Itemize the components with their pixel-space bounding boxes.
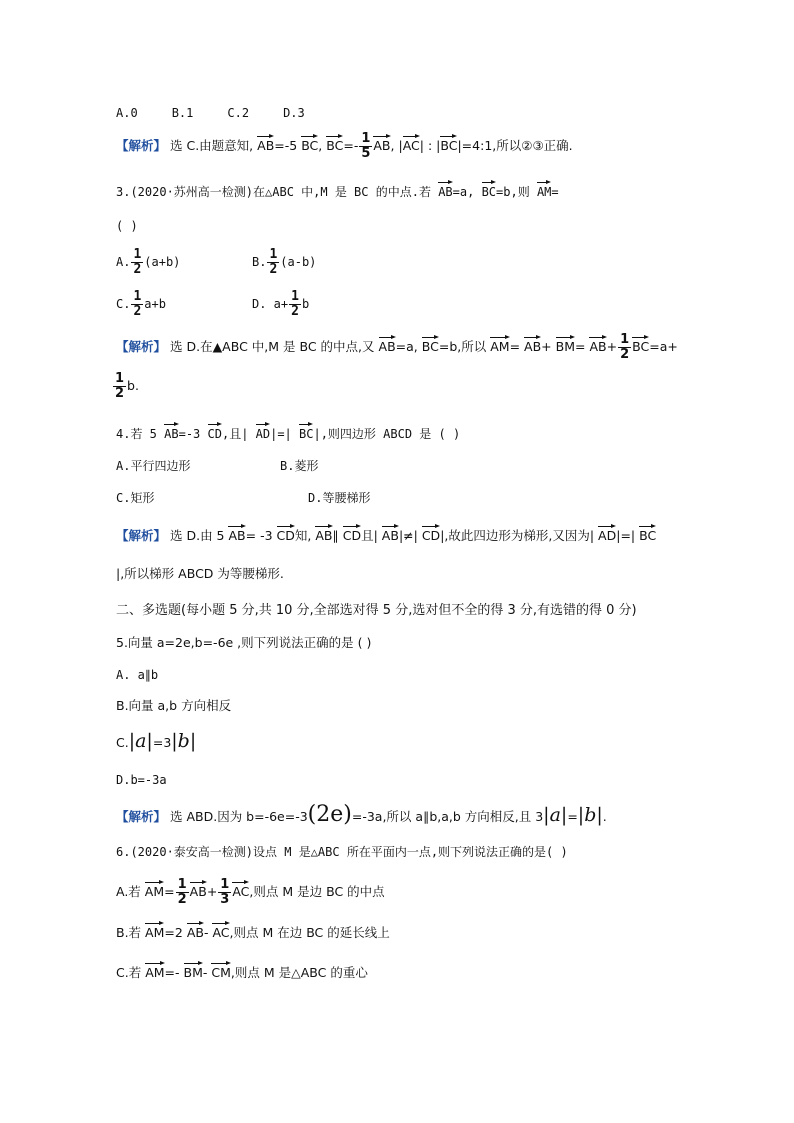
vector-bc: BC (301, 134, 318, 152)
q6-stem: 6.(2020·泰安高一检测)设点 M 是△ABC 所在平面内一点,则下列说法正确的是( ) (116, 845, 568, 859)
q5-option-c (116, 732, 196, 752)
option-label: C. (116, 297, 131, 311)
parallel-symbol: ∥ (332, 528, 339, 543)
fraction-numerator: 1 (361, 131, 371, 146)
vector-ab: AB (187, 921, 204, 939)
equation-text: ,且| (221, 427, 249, 441)
solution-text: 且| (361, 528, 378, 543)
option-text: ,则点 M 在边 BC 的延长线上 (229, 925, 390, 940)
vector-ab: AB (382, 524, 399, 542)
q2-option-c: C.2 (227, 106, 250, 120)
vector-bc: BC (639, 524, 656, 542)
equation-text: = (164, 884, 175, 899)
fraction-numerator: 1 (620, 332, 630, 347)
solution-text: |,故此四边形为梯形,又因为| (440, 528, 595, 543)
equation-text: = (551, 185, 559, 199)
q2-option-a: A.0 (116, 106, 138, 120)
solution-text: 选 C.由题意知, (170, 138, 254, 153)
vector-ac: AC (232, 880, 249, 898)
equation-text: = (575, 339, 586, 354)
q3-solution-cont (112, 372, 139, 401)
vector-cd: CD (208, 422, 222, 440)
solution-text: 知, (294, 528, 312, 543)
vector-ab: AB (438, 180, 452, 198)
q4-solution-cont: |,所以梯形 ABCD 为等腰梯形. (116, 566, 284, 581)
equation-text: + (206, 884, 218, 899)
q4-option-b: B.菱形 (280, 459, 319, 473)
vector-am: AM (490, 335, 509, 353)
answer-paren: ( ) (116, 219, 138, 233)
vector-ab: AB (228, 524, 245, 542)
vector-ab: AB (524, 335, 541, 353)
option-text: ,则点 M 是边 BC 的中点 (249, 884, 385, 899)
vector-cd: CD (343, 524, 361, 542)
equation-text: =-3 (178, 427, 201, 441)
abs-b: |b| (171, 730, 197, 752)
equation-text: =b,则 (496, 185, 530, 199)
vector-cd: CD (277, 524, 295, 542)
equation-text: - (203, 925, 209, 940)
q5-option-d: D.b=-3a (116, 773, 167, 787)
option-label: A.若 (116, 884, 141, 899)
vector-ab: AB (190, 880, 207, 898)
vector-ab: AB (315, 524, 332, 542)
vector-cm: CM (211, 961, 231, 979)
vector-am: AM (537, 180, 551, 198)
q2-options (116, 104, 305, 122)
fraction-numerator: 1 (291, 289, 299, 304)
fraction (267, 248, 279, 277)
fraction-denominator: 2 (269, 262, 278, 277)
option-text: ,则点 M 是△ABC 的重心 (230, 965, 368, 980)
option-text: a+b (144, 297, 166, 311)
q3-option-d (252, 290, 309, 319)
equation-text: |≠| (398, 528, 418, 543)
q4-stem (116, 422, 460, 443)
fraction (113, 372, 126, 401)
vector-ad: AD (598, 524, 616, 542)
solution-tag: 【解析】 (116, 809, 167, 824)
question-text: 4.若 5 (116, 427, 157, 441)
option-label: A. (116, 255, 131, 269)
solution-text: |=4:1,所以②③正确. (457, 138, 573, 153)
fraction-numerator: 1 (269, 247, 278, 262)
q5-option-b: B.向量 a,b 方向相反 (116, 698, 232, 713)
fraction (359, 132, 372, 161)
vector-am: AM (145, 921, 164, 939)
vector-ab: AB (379, 335, 396, 353)
fraction-denominator: 2 (115, 386, 125, 401)
fraction (131, 248, 143, 277)
vector-cd: CD (422, 524, 440, 542)
vector-bm: BM (184, 961, 203, 979)
vector-bc: BC (440, 134, 457, 152)
equation-text: =b,所以 (438, 339, 487, 354)
q5-option-a: A. a∥b (116, 668, 159, 682)
vector-bc: BC (482, 180, 496, 198)
equation-text: =3 (152, 735, 172, 750)
abs-bar: | (398, 138, 403, 153)
equation-text: = (509, 339, 521, 354)
q3-option-a (116, 248, 180, 277)
abs-bar: | (436, 138, 441, 153)
solution-tag: 【解析】 (116, 138, 167, 153)
option-label: C. (116, 735, 129, 750)
solution-tag: 【解析】 (116, 339, 167, 354)
fraction-denominator: 2 (291, 304, 299, 319)
vector-ab: AB (164, 422, 178, 440)
vector-am: AM (145, 880, 164, 898)
q5-stem: 5.向量 a=2e,b=-6e ,则下列说法正确的是 ( ) (116, 635, 372, 650)
q3-solution (116, 333, 678, 362)
option-label: D. a+ (252, 297, 289, 311)
vector-bc: BC (422, 335, 439, 353)
q3-option-c (116, 290, 166, 319)
equation-text: |=| (616, 528, 636, 543)
vector-ab: AB (257, 134, 274, 152)
question-text: |,则四边形 ABCD 是 ( ) (313, 427, 461, 441)
solution-text: 选 D.由 5 (170, 528, 225, 543)
fraction-denominator: 2 (133, 304, 142, 319)
q4-option-a: A.平行四边形 (116, 459, 191, 473)
solution-tag: 【解析】 (116, 528, 167, 543)
q2-option-d: D.3 (283, 106, 305, 120)
fraction (289, 290, 301, 319)
fraction-numerator: 1 (115, 371, 125, 386)
option-label: B.若 (116, 925, 142, 940)
equation-text: + (541, 339, 552, 354)
q3-stem (116, 180, 559, 201)
q6-option-c (116, 961, 368, 982)
equation-text: =- (164, 965, 180, 980)
fraction (618, 333, 631, 362)
q6-option-b (116, 921, 390, 942)
q6-option-a (116, 878, 385, 907)
equation-text: + (606, 339, 618, 354)
solution-text: =-3a,所以 a∥b,a,b 方向相反,且 3 (351, 809, 544, 824)
equation-text: =2 (164, 925, 183, 940)
fraction-denominator: 5 (361, 146, 371, 161)
q4-solution (116, 524, 656, 545)
equation-big: (2e) (307, 802, 352, 827)
equation-text: =a, (395, 339, 418, 354)
solution-text: 选 ABD.因为 b=-6e=-3 (170, 809, 308, 824)
equation-text: = (567, 809, 578, 824)
vector-bc: BC (299, 422, 313, 440)
q3-option-b (252, 248, 316, 277)
q2-option-b: B.1 (171, 106, 194, 120)
equation-text: = -3 (245, 528, 273, 543)
equation-text: =-5 (274, 138, 298, 153)
option-text: (a+b) (144, 255, 181, 269)
vector-ac: AC (403, 134, 420, 152)
fraction-numerator: 1 (133, 289, 142, 304)
fraction-numerator: 1 (220, 877, 230, 892)
equation-text: |=| (270, 427, 292, 441)
vector-ac: AC (212, 921, 229, 939)
option-label: C.若 (116, 965, 142, 980)
option-text: b (301, 297, 310, 311)
equation-text: =- (343, 138, 359, 153)
solution-text: b. (127, 378, 139, 393)
solution-text: . (602, 809, 607, 824)
q2-solution: 【解析】 选 C.由题意知, AB=-5 BC, BC=- $\frac{1}{5}$ AB, |AC| : |BC|=4:1,所以②③正确. (116, 131, 573, 161)
vector-bc: BC (326, 134, 343, 152)
abs-a: |a| (543, 804, 568, 826)
fraction (131, 290, 143, 319)
fraction (176, 878, 189, 907)
fraction-denominator: 3 (220, 892, 230, 907)
vector-ab: AB (589, 335, 606, 353)
fraction-numerator: 1 (177, 877, 187, 892)
option-text: (a-b) (280, 255, 317, 269)
equation-text: =a+ (649, 339, 678, 354)
fraction (218, 878, 231, 907)
abs-bar: | (419, 138, 424, 153)
abs-b: |b| (577, 804, 603, 826)
option-label: B. (252, 255, 267, 269)
equation-text: =a, (452, 185, 475, 199)
vector-ab: AB (373, 134, 390, 152)
vector-bm: BM (556, 335, 575, 353)
fraction-denominator: 2 (177, 892, 187, 907)
ratio-colon: : (427, 138, 433, 153)
section-heading: 二、多选题(每小题 5 分,共 10 分,全部选对得 5 分,选对但不全的得 3 分,有选错的得 0 分) (116, 603, 637, 618)
solution-text: 选 D.在▲ABC 中,M 是 BC 的中点,又 (170, 339, 375, 354)
vector-bc: BC (632, 335, 649, 353)
vector-ad: AD (256, 422, 270, 440)
vector-am: AM (145, 961, 164, 979)
fraction-numerator: 1 (133, 247, 142, 262)
q4-option-d: D.等腰梯形 (308, 491, 371, 505)
abs-a: |a| (128, 730, 153, 752)
equation-text: - (202, 965, 208, 980)
q5-solution (116, 802, 607, 827)
fraction-denominator: 2 (133, 262, 142, 277)
fraction-denominator: 2 (620, 347, 630, 362)
question-text: 3.(2020·苏州高一检测)在△ABC 中,M 是 BC 的中点.若 (116, 185, 431, 199)
q4-option-c: C.矩形 (116, 491, 155, 505)
